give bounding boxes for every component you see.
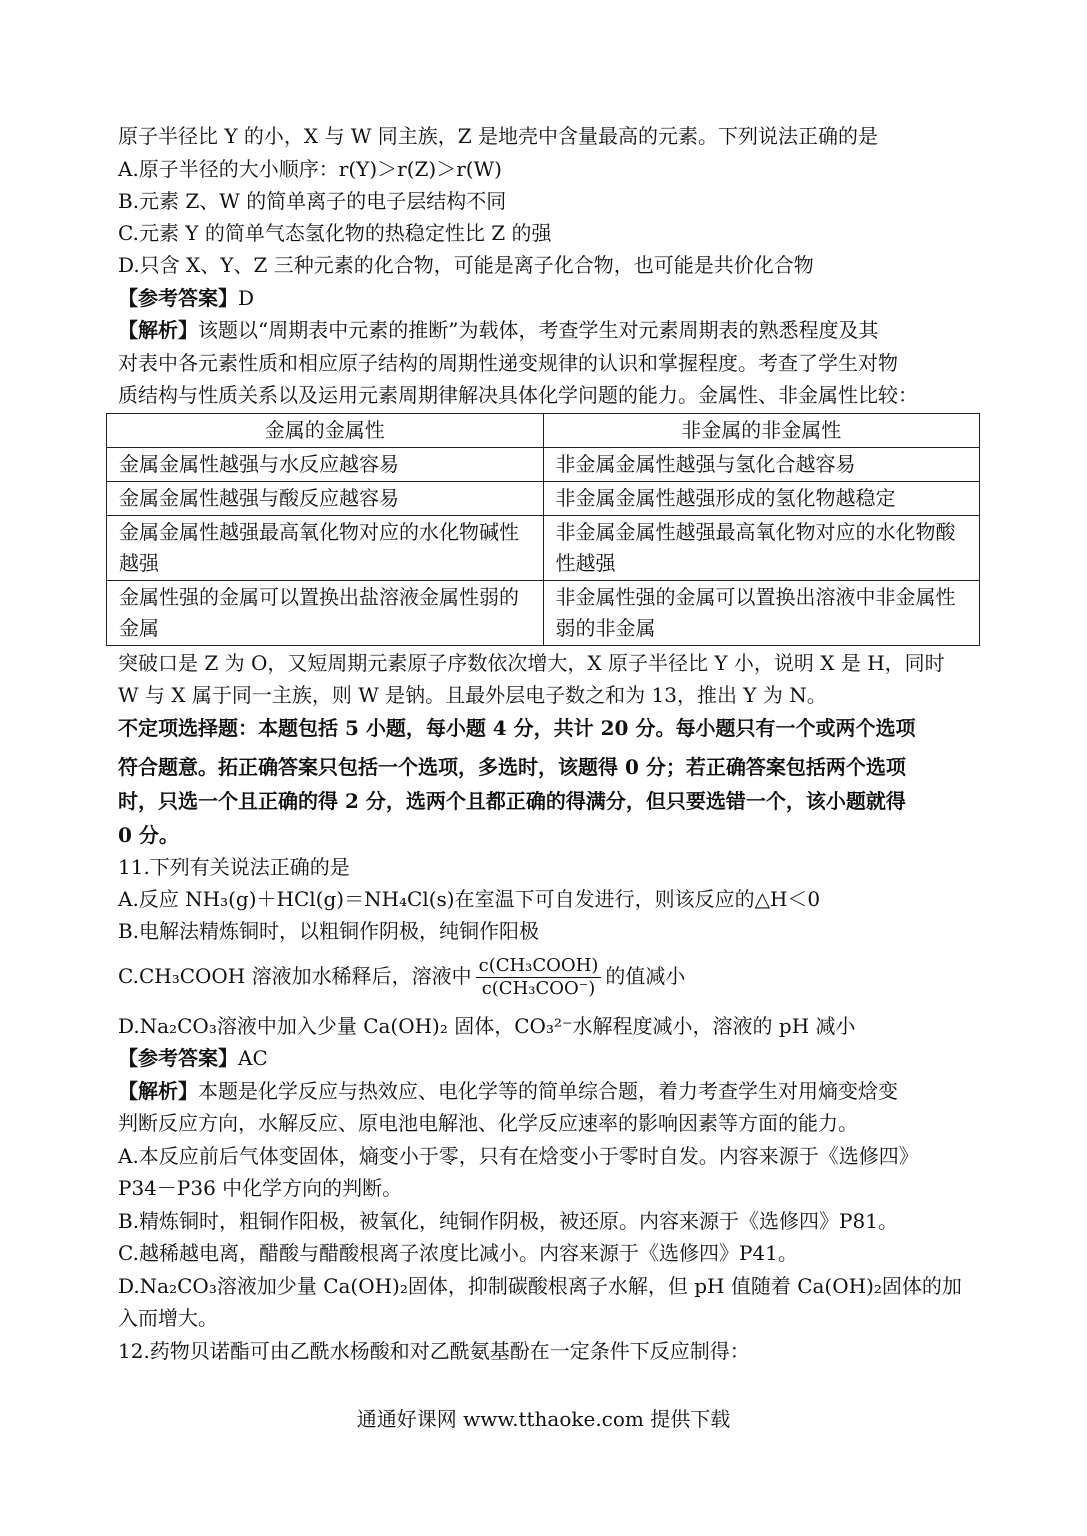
q10-analysis-line-2: 对表中各元素性质和相应原子结构的周期性递变规律的认识和掌握程度。考查了学生对物	[118, 351, 898, 375]
table-cell: 非金属金属性越强最高氧化物对应的水化物酸性越强	[543, 516, 980, 581]
concentration-ratio-fraction	[476, 955, 602, 1000]
table-header-nonmetal: 非金属的非金属性	[543, 414, 980, 448]
analysis-text: 该题以“周期表中元素的推断”为载体，考查学生对元素周期表的熟悉程度及其	[198, 318, 879, 342]
table-row	[107, 448, 980, 482]
section-instructions-line-3: 时，只选一个且正确的得 2 分，选两个且都正确的得满分，但只要选错一个，该小题就得	[118, 789, 906, 813]
table-row	[107, 482, 980, 516]
table-cell: 金属金属性越强最高氧化物对应的水化物碱性越强	[107, 516, 544, 581]
q10-option-d: D.只含 X、Y、Z 三种元素的化合物，可能是离子化合物，也可能是共价化合物	[118, 253, 814, 277]
analysis-text: 本题是化学反应与热效应、电化学等的简单综合题，着力考查学生对用熵变焓变	[198, 1079, 898, 1103]
q11-answer	[118, 1043, 978, 1073]
answer-label: 【参考答案】	[118, 1046, 238, 1070]
q11-option-c-suffix: 的值减小	[605, 964, 686, 988]
q11-analysis-line-1	[118, 1076, 978, 1106]
q11-explain-d-line-1: D.Na₂CO₃溶液加少量 Ca(OH)₂固体，抑制碳酸根离子水解，但 pH 值随着 Ca(OH)₂固体的加	[118, 1274, 962, 1298]
q11-explain-c: C.越稀越电离，醋酸与醋酸根离子浓度比减小。内容来源于《选修四》P41。	[118, 1241, 798, 1265]
q11-analysis-line-2: 判断反应方向，水解反应、原电池电解池、化学反应速率的影响因素等方面的能力。	[118, 1111, 858, 1135]
answer-value: D	[238, 286, 255, 310]
table-row	[107, 516, 980, 581]
answer-value: AC	[238, 1046, 268, 1070]
q10-analysis-line-3: 质结构与性质关系以及运用元素周期律解决具体化学问题的能力。金属性、非金属性比较：	[118, 383, 918, 407]
breakthrough-line-2: W 与 X 属于同一主族，则 W 是钠。且最外层电子数之和为 13，推出 Y 为 N。	[118, 683, 827, 707]
table-cell: 金属金属性越强与酸反应越容易	[107, 482, 544, 516]
q11-stem: 11.下列有关说法正确的是	[118, 855, 350, 879]
q11-option-d: D.Na₂CO₃溶液中加入少量 Ca(OH)₂ 固体，CO₃²⁻水解程度减小，溶液的 pH 减小	[118, 1014, 856, 1038]
table-row	[107, 581, 980, 646]
q11-explain-a-line-1: A.本反应前后气体变固体，熵变小于零，只有在焓变小于零时自发。内容来源于《选修四》	[118, 1144, 919, 1168]
section-instructions-line-4: 0 分。	[118, 823, 179, 847]
answer-label: 【参考答案】	[118, 286, 238, 310]
analysis-label: 【解析】	[118, 1079, 198, 1103]
q10-stem-continued: 原子半径比 Y 的小，X 与 W 同主族，Z 是地壳中含量最高的元素。下列说法正确的是	[118, 124, 879, 148]
table-cell: 金属性强的金属可以置换出盐溶液金属性弱的金属	[107, 581, 544, 646]
page-footer: 通通好课网 www.tthaoke.com 提供下载	[356, 1407, 731, 1431]
table-cell: 非金属性强的金属可以置换出溶液中非金属性弱的非金属	[543, 581, 980, 646]
q10-option-c: C.元素 Y 的简单气态氢化物的热稳定性比 Z 的强	[118, 221, 552, 245]
table-cell: 非金属金属性越强形成的氢化物越稳定	[543, 482, 980, 516]
section-instructions-line-2: 符合题意。拓正确答案只包括一个选项，多选时，该题得 0 分；若正确答案包括两个选项	[118, 755, 906, 779]
q10-option-a: A.原子半径的大小顺序：r(Y)＞r(Z)＞r(W)	[118, 157, 502, 181]
q11-explain-b: B.精炼铜时，粗铜作阳极，被氧化，纯铜作阴极，被还原。内容来源于《选修四》P81。	[118, 1209, 898, 1233]
fraction-denominator: c(CH₃COO⁻)	[481, 978, 596, 999]
fraction-numerator: c(CH₃COOH)	[476, 955, 602, 978]
analysis-label: 【解析】	[118, 318, 198, 342]
q11-explain-a-line-2: P34－P36 中化学方向的判断。	[118, 1176, 403, 1200]
q10-option-b: B.元素 Z、W 的简单离子的电子层结构不同	[118, 189, 507, 213]
table-header-row	[107, 414, 980, 448]
table-cell: 非金属金属性越强与氢化合越容易	[543, 448, 980, 482]
q10-answer	[118, 283, 978, 313]
q11-option-a: A.反应 NH₃(g)＋HCl(g)＝NH₄Cl(s)在室温下可自发进行，则该反应的△H＜0	[118, 887, 821, 911]
table-cell: 金属金属性越强与水反应越容易	[107, 448, 544, 482]
q10-analysis-line-1	[118, 315, 978, 345]
q11-option-b: B.电解法精炼铜时，以粗铜作阴极，纯铜作阳极	[118, 919, 540, 943]
q11-explain-d-line-2: 入而增大。	[118, 1306, 218, 1330]
section-instructions-line-1: 不定项选择题：本题包括 5 小题，每小题 4 分，共计 20 分。每小题只有一个或两个选项	[118, 716, 916, 740]
table-header-metal: 金属的金属性	[107, 414, 544, 448]
q11-option-c-prefix: C.CH₃COOH 溶液加水稀释后，溶液中	[118, 964, 472, 988]
breakthrough-line-1: 突破口是 Z 为 O，又短周期元素原子序数依次增大，X 原子半径比 Y 小，说明 X 是 H，同时	[118, 651, 945, 675]
comparison-table	[106, 413, 980, 646]
q11-option-c	[118, 950, 978, 1002]
q12-stem: 12.药物贝诺酯可由乙酰水杨酸和对乙酰氨基酚在一定条件下反应制得：	[118, 1339, 750, 1363]
